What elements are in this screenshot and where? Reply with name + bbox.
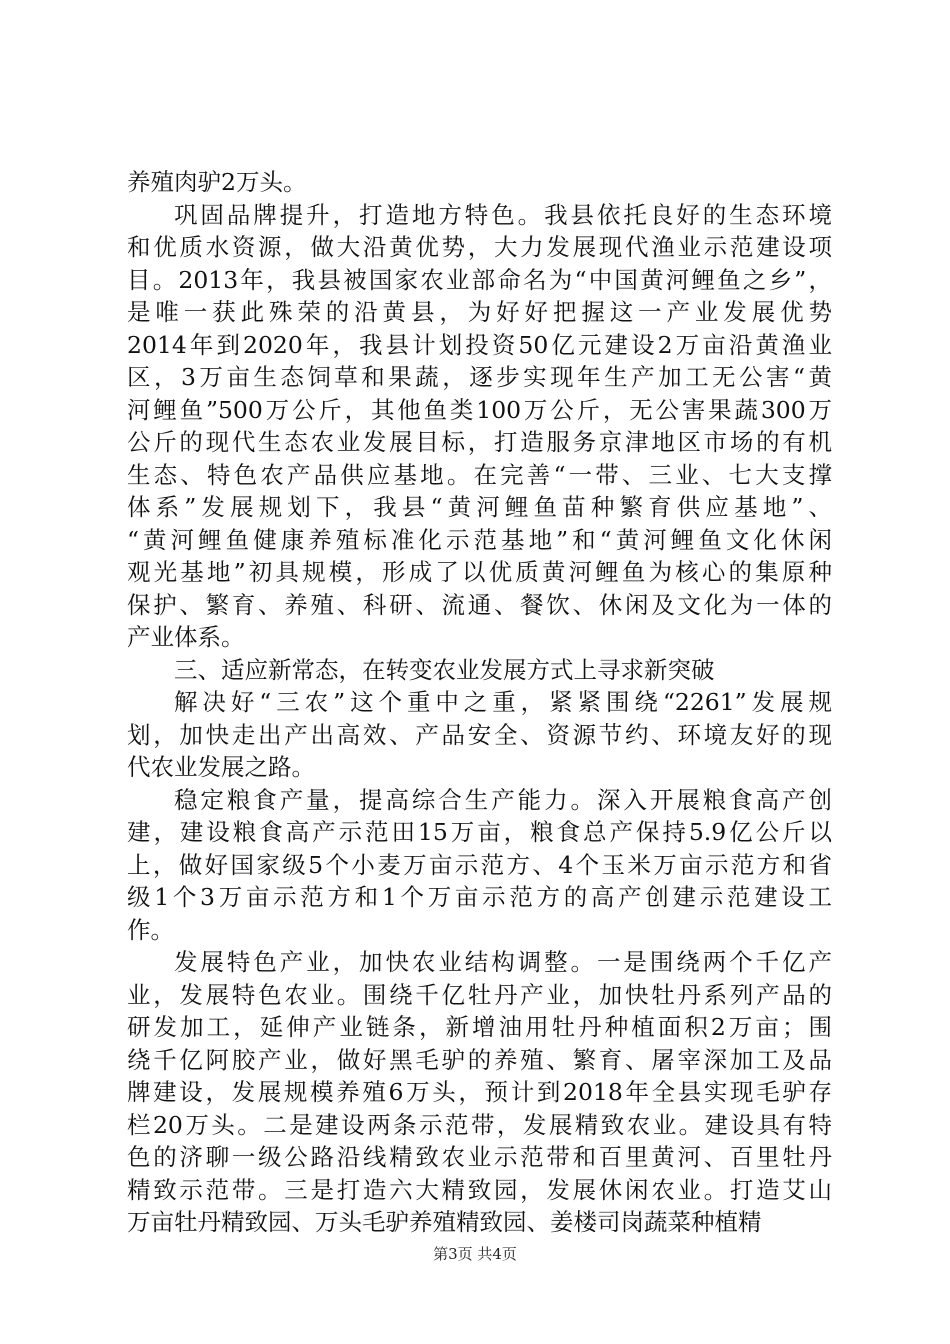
text-line: 精致示范带。三是打造六大精致园，发展休闲农业。打造艾山 xyxy=(127,1175,832,1204)
text-line: 巩固品牌提升，打造地方特色。我县依托良好的生态环境 xyxy=(174,200,832,229)
text-line: 绕千亿阿胶产业，做好黑毛驴的养殖、繁育、屠宰深加工及品 xyxy=(127,1045,832,1074)
text-line: 三、适应新常态，在转变农业发展方式上寻求新突破 xyxy=(174,655,715,684)
paragraph xyxy=(127,166,832,199)
text-line: 体系”发展规划下，我县“黄河鲤鱼苗种繁育供应基地”、 xyxy=(127,493,832,521)
text-line: 解决好“三农”这个重中之重，紧紧围绕“2261”发展规 xyxy=(174,688,832,716)
text-line: 代农业发展之路。 xyxy=(127,753,315,781)
text-line: 和优质水资源，做大沿黄优势，大力发展现代渔业示范建设项 xyxy=(127,233,832,261)
text-line: 2014年到2020年，我县计划投资50亿元建设2万亩沿黄渔业 xyxy=(127,330,832,359)
paragraph xyxy=(127,784,832,947)
text-line: 建，建设粮食高产示范田15万亩，粮食总产保持5.9亿公斤以 xyxy=(127,818,832,846)
document-body xyxy=(127,166,832,1239)
text-line: 牌建设，发展规模养殖6万头，预计到2018年全县实现毛驴存 xyxy=(127,1078,832,1106)
text-line: 公斤的现代生态农业发展目标，打造服务京津地区市场的有机 xyxy=(127,428,832,456)
text-line: 发展特色产业，加快农业结构调整。一是围绕两个千亿产 xyxy=(174,948,832,976)
text-line: 上，做好国家级5个小麦万亩示范方、4个玉米万亩示范方和省 xyxy=(127,850,832,879)
paragraph xyxy=(127,199,832,654)
text-line: 产业体系。 xyxy=(127,623,245,651)
text-line: 河鲤鱼”500万公斤，其他鱼类100万公斤，无公害果蔬300万 xyxy=(127,395,832,424)
text-line: 万亩牡丹精致园、万头毛驴养殖精致园、姜楼司岗蔬菜种植精 xyxy=(127,1208,762,1236)
paragraph xyxy=(127,686,832,784)
paragraph xyxy=(127,946,832,1239)
text-line: 作。 xyxy=(127,915,174,944)
text-line: 生态、特色农产品供应基地。在完善“一带、三业、七大支撑 xyxy=(127,460,832,489)
text-line: 划，加快走出产出高效、产品安全、资源节约、环境友好的现 xyxy=(127,720,832,749)
page-footer: 第3页 共4页 xyxy=(433,1245,517,1263)
text-line: 栏20万头。二是建设两条示范带，发展精致农业。建设具有特 xyxy=(127,1110,832,1139)
text-line: 稳定粮食产量，提高综合生产能力。深入开展粮食高产创 xyxy=(174,785,832,814)
text-line: 区，3万亩生态饲草和果蔬，逐步实现年生产加工无公害“黄 xyxy=(127,363,832,391)
text-line: “黄河鲤鱼健康养殖标准化示范基地”和“黄河鲤鱼文化休闲 xyxy=(127,525,832,554)
text-line: 保护、繁育、养殖、科研、流通、餐饮、休闲及文化为一体的 xyxy=(127,590,832,619)
text-line: 色的济聊一级公路沿线精致农业示范带和百里黄河、百里牡丹 xyxy=(127,1143,832,1171)
paragraph xyxy=(127,654,832,687)
text-line: 养殖肉驴2万头。 xyxy=(127,168,307,196)
text-line: 级1个3万亩示范方和1个万亩示范方的高产创建示范建设工 xyxy=(127,883,832,911)
text-line: 观光基地”初具规模，形成了以优质黄河鲤鱼为核心的集原种 xyxy=(127,558,832,586)
text-line: 业，发展特色农业。围绕千亿牡丹产业，加快牡丹系列产品的 xyxy=(127,980,832,1009)
text-line: 研发加工，延伸产业链条，新增油用牡丹种植面积2万亩；围 xyxy=(127,1013,832,1041)
text-line: 是唯一获此殊荣的沿黄县，为好好把握这一产业发展优势 xyxy=(127,298,832,326)
text-line: 目。2013年，我县被国家农业部命名为“中国黄河鲤鱼之乡”， xyxy=(127,265,832,294)
